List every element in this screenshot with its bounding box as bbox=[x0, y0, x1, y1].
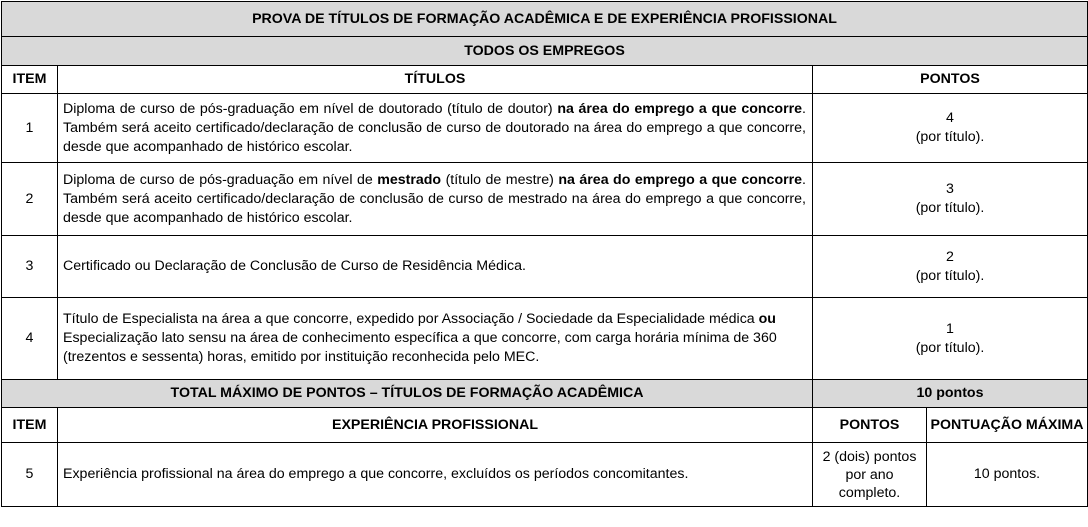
header-item: ITEM bbox=[2, 408, 58, 443]
points-value: 1 bbox=[946, 320, 954, 337]
subtitle-row bbox=[2, 37, 1088, 66]
row-description bbox=[58, 298, 813, 380]
points-note: (por título). bbox=[915, 339, 985, 356]
header-item: ITEM bbox=[2, 66, 58, 94]
header-pontuacao-maxima: PONTUAÇÃO MÁXIMA bbox=[927, 408, 1088, 443]
row-description bbox=[58, 163, 813, 236]
table-row bbox=[2, 236, 1088, 298]
section1-header-row bbox=[2, 66, 1088, 94]
points-value: 4 bbox=[946, 110, 954, 126]
row-description bbox=[58, 94, 813, 163]
row-text: Especialização lato sensu na área de conhecimento específica a que concorre, com carga horária mínima de 360 (trezentos e sessenta) horas, emitido por instituição reconhecida pelo MEC. bbox=[63, 330, 777, 365]
row-bold-text: na área do emprego a que concorre bbox=[557, 100, 803, 117]
header-experiencia: EXPERIÊNCIA PROFISSIONAL bbox=[58, 408, 813, 443]
table-row bbox=[2, 94, 1088, 163]
row-text: . Também será aceito certificado/declaração de conclusão de curso de mestrado na área do emprego a que concorre, desde que acompanhado de histórico escolar. bbox=[63, 171, 806, 226]
row-max-points: 10 pontos. bbox=[927, 443, 1088, 507]
table-row bbox=[2, 298, 1088, 380]
row-description: Certificado ou Declaração de Conclusão de Curso de Residência Médica. bbox=[58, 236, 813, 298]
row-text: (título de mestre) bbox=[441, 171, 559, 188]
row-item: 5 bbox=[2, 443, 58, 507]
titles-table bbox=[1, 1, 1088, 507]
row-bold-text: ou bbox=[758, 311, 776, 327]
table-row bbox=[2, 443, 1088, 507]
points-note: (por título). bbox=[915, 267, 985, 284]
points-note: (por título). bbox=[915, 129, 985, 145]
row-bold-text: na área do emprego a que concorre bbox=[558, 171, 803, 188]
table-subtitle: TODOS OS EMPREGOS bbox=[2, 37, 1088, 66]
row-text: Diploma de curso de pós-graduação em nível de doutorado (título de doutor) bbox=[63, 100, 558, 117]
header-pontos: PONTOS bbox=[813, 408, 927, 443]
title-row bbox=[2, 2, 1088, 37]
row-item: 2 bbox=[2, 163, 58, 236]
row-points bbox=[813, 298, 1088, 380]
row-text: Diploma de curso de pós-graduação em nível de bbox=[63, 171, 378, 188]
row-points bbox=[813, 236, 1088, 298]
total-label: TOTAL MÁXIMO DE PONTOS – TÍTULOS DE FORMAÇÃO ACADÊMICA bbox=[2, 380, 813, 408]
row-points: 2 (dois) pontos por ano completo. bbox=[813, 443, 927, 507]
total-value: 10 pontos bbox=[813, 380, 1088, 408]
row-points bbox=[813, 163, 1088, 236]
row-item: 1 bbox=[2, 94, 58, 163]
row-item: 3 bbox=[2, 236, 58, 298]
row-points bbox=[813, 94, 1088, 163]
row-text: Título de Especialista na área a que concorre, expedido por Associação / Sociedade da Especialidade médica bbox=[63, 311, 759, 327]
points-value: 3 bbox=[946, 181, 954, 197]
section2-header-row bbox=[2, 408, 1088, 443]
row-bold-text: mestrado bbox=[377, 171, 442, 188]
header-titulos: TÍTULOS bbox=[58, 66, 813, 94]
row-item: 4 bbox=[2, 298, 58, 380]
row-description: Experiência profissional na área do emprego a que concorre, excluídos os períodos concomitantes. bbox=[58, 443, 813, 507]
points-note: (por título). bbox=[915, 200, 985, 216]
row-text: . Também será aceito certificado/declaração de conclusão de curso de doutorado na área do emprego a que concorre, desde que acompanhado de histórico escolar. bbox=[63, 100, 806, 155]
table-row bbox=[2, 163, 1088, 236]
header-pontos: PONTOS bbox=[813, 66, 1088, 94]
table-title: PROVA DE TÍTULOS DE FORMAÇÃO ACADÊMICA E DE EXPERIÊNCIA PROFISSIONAL bbox=[2, 2, 1088, 37]
points-value: 2 bbox=[946, 248, 954, 265]
total-row bbox=[2, 380, 1088, 408]
